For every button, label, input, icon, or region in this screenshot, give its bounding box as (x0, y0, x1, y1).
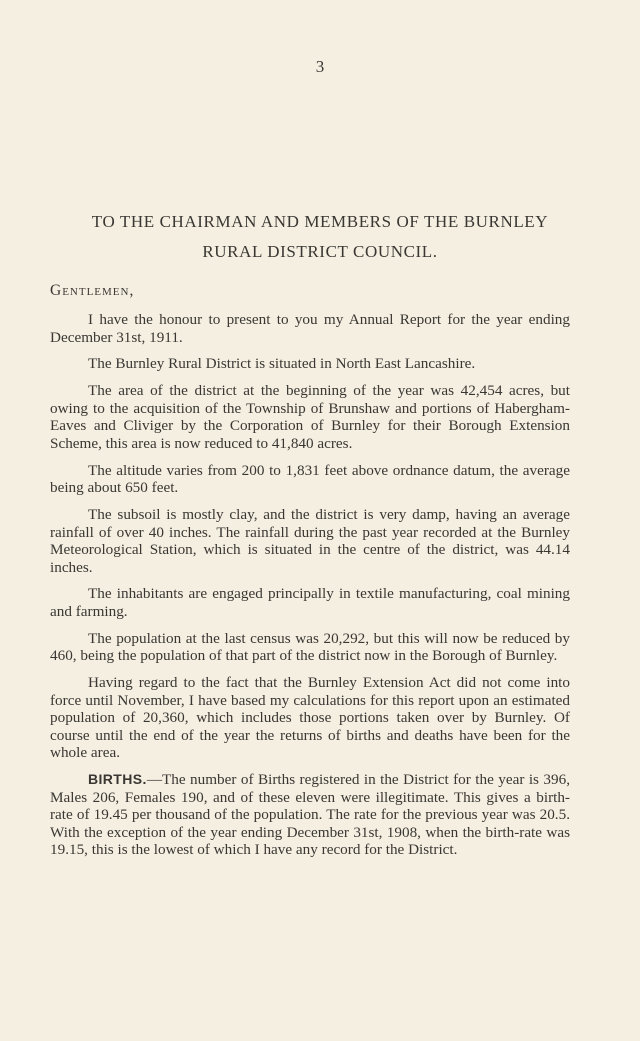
paragraph-extension-act: Having regard to the fact that the Burnley Extension Act did not come into force until November, I have based my calculations for this report upon an estimated population of 20,360, which includes those portions taken over by Burnley. Of course until the end of the year the returns of births and deaths have been for the whole area. (50, 674, 570, 762)
births-section-text: —The number of Births registered in the District for the year is 396, Males 206, Females 190, and of these eleven were illegitimate. This gives a birth-rate of 19.45 per thousand of the population. The rate for the previous year was 20.5. With the exception of the year ending December 31st, 1908, when the birth-rate was 19.15, this is the lowest of which I have any record for the District. (50, 771, 570, 859)
paragraph-population: The population at the last census was 20,292, but this will now be reduced by 460, being the population of that part of the district now in the Borough of Burnley. (50, 629, 570, 665)
paragraph-location: The Burnley Rural District is situated in North East Lancashire. (88, 355, 476, 373)
paragraph-altitude: The altitude varies from 200 to 1,831 feet above ordnance datum, the average being about 650 feet. (50, 461, 570, 497)
report-body (50, 311, 570, 868)
page-number: 3 (315, 57, 325, 76)
paragraph-births (50, 771, 570, 859)
paragraph-inhabitants: The inhabitants are engaged principally in textile manufacturing, coal mining and farming. (50, 585, 570, 620)
report-heading-line-2: RURAL DISTRICT COUNCIL. (202, 242, 438, 261)
salutation: Gentlemen, (50, 282, 135, 299)
paragraph-introduction: I have the honour to present to you my Annual Report for the year ending December 31st, 1911. (50, 311, 570, 346)
paragraph-subsoil: The subsoil is mostly clay, and the district is very damp, having an average rainfall of over 40 inches. The rainfall during the past year recorded at the Burnley Meteorological Station, which is situated in the centre of the district, was 44.14 inches. (50, 506, 570, 576)
paragraph-area: The area of the district at the beginning of the year was 42,454 acres, but owing to the acquisition of the Township of Brunshaw and portions of Habergham-Eaves and Cliviger by the Corporation of Burnley for their Borough Extension Scheme, this area is now reduced to 41,840 acres. (50, 382, 570, 452)
births-section-title: BIRTHS. (88, 771, 147, 788)
report-heading-line-1: TO THE CHAIRMAN AND MEMBERS OF THE BURNLEY (91, 212, 549, 231)
